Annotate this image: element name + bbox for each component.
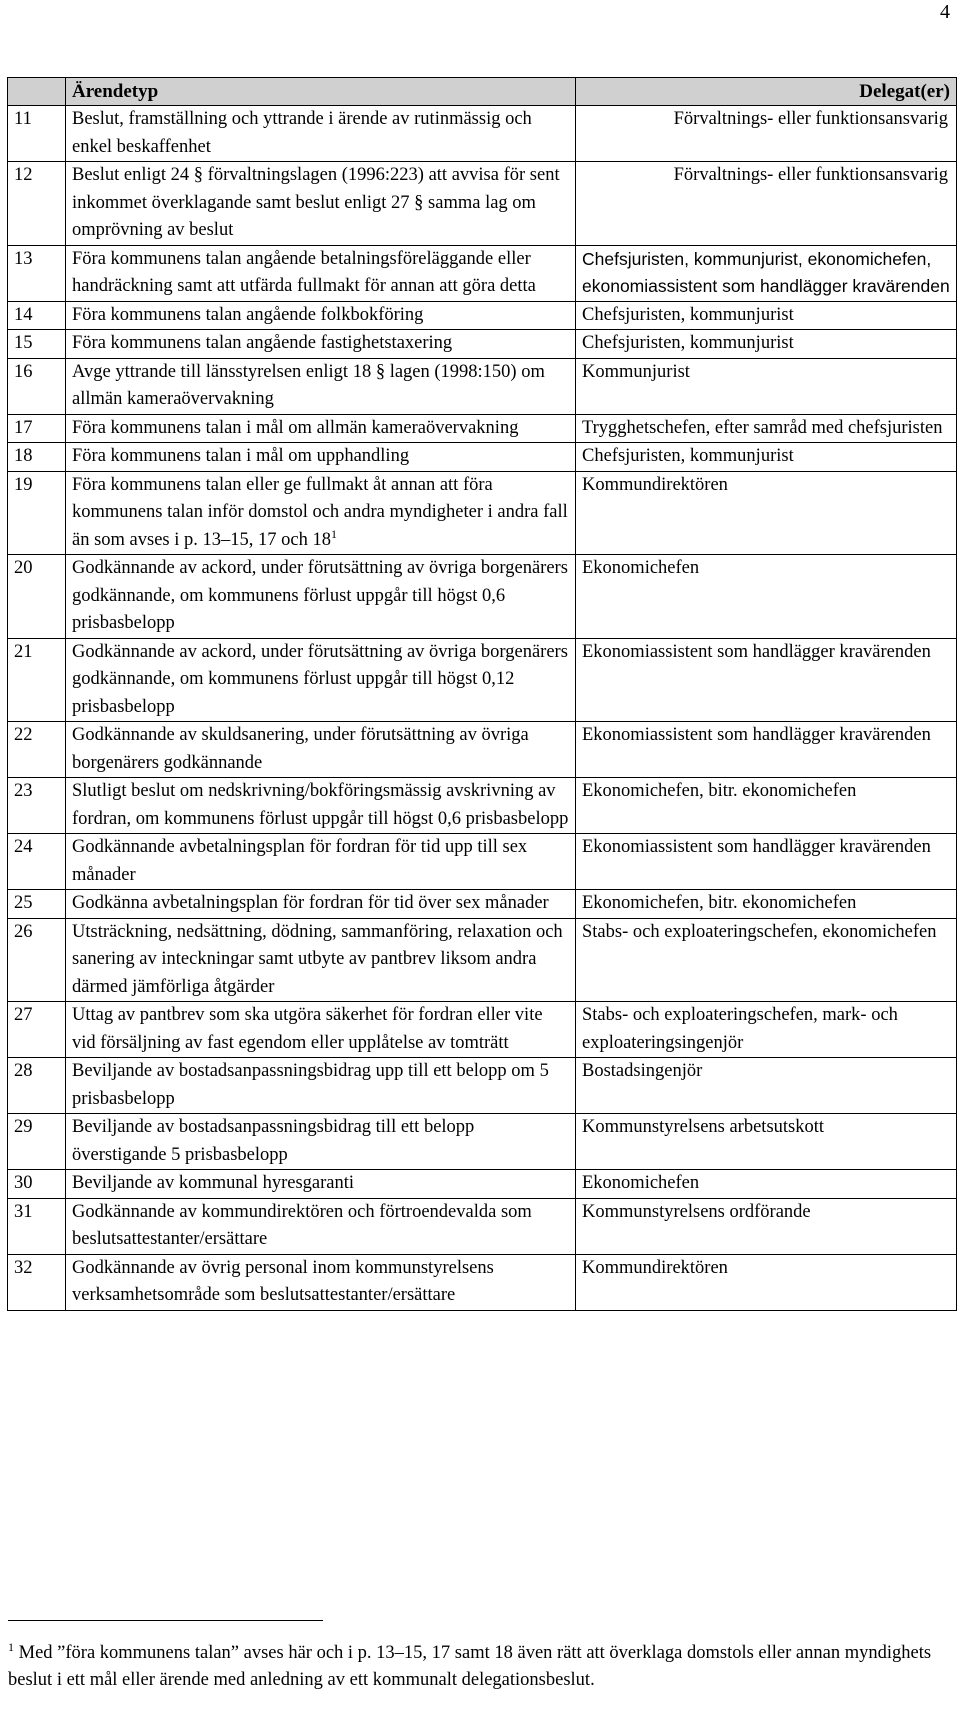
table-row xyxy=(8,330,957,359)
row-number: 22 xyxy=(8,722,66,778)
page-number: 4 xyxy=(940,1,950,23)
header-number xyxy=(8,78,66,106)
table-row xyxy=(8,638,957,722)
table-row xyxy=(8,358,957,414)
table-row xyxy=(8,1198,957,1254)
header-delegater: Delegat(er) xyxy=(576,78,957,106)
row-type: Föra kommunens talan angående folkbokföring xyxy=(66,301,576,330)
row-type: Godkännande av ackord, under förutsättning av övriga borgenärers godkännande, om kommunens förlust uppgår till högst 0,12 prisbasbelopp xyxy=(66,638,576,722)
footnote-divider xyxy=(8,1620,323,1621)
header-arendetyp: Ärendetyp xyxy=(66,78,576,106)
row-number: 15 xyxy=(8,330,66,359)
footnote xyxy=(8,1640,948,1693)
table-row xyxy=(8,106,957,162)
table-row xyxy=(8,1058,957,1114)
row-delegate: Chefsjuristen, kommunjurist xyxy=(576,443,957,472)
row-type: Beviljande av bostadsanpassningsbidrag upp till ett belopp om 5 prisbasbelopp xyxy=(66,1058,576,1114)
row-delegate: Ekonomiassistent som handlägger kravärenden xyxy=(576,834,957,890)
row-delegate: Kommundirektören xyxy=(576,1254,957,1310)
row-type: Godkännande avbetalningsplan för fordran för tid upp till sex månader xyxy=(66,834,576,890)
row-number: 11 xyxy=(8,106,66,162)
row-type: Godkännande av skuldsanering, under förutsättning av övriga borgenärers godkännande xyxy=(66,722,576,778)
row-delegate: Chefsjuristen, kommunjurist, ekonomichefen, ekonomiassistent som handlägger kravärenden xyxy=(576,245,957,301)
row-type: Föra kommunens talan i mål om allmän kameraövervakning xyxy=(66,414,576,443)
table-row xyxy=(8,162,957,246)
row-number: 23 xyxy=(8,778,66,834)
row-number: 30 xyxy=(8,1170,66,1199)
table-row xyxy=(8,471,957,555)
row-number: 25 xyxy=(8,890,66,919)
row-delegate: Ekonomiassistent som handlägger kravärenden xyxy=(576,638,957,722)
row-delegate: Ekonomichefen xyxy=(576,555,957,639)
row-number: 14 xyxy=(8,301,66,330)
table-row xyxy=(8,1002,957,1058)
table-row xyxy=(8,555,957,639)
row-delegate: Förvaltnings- eller funktionsansvarig xyxy=(576,162,957,246)
row-type: Föra kommunens talan i mål om upphandling xyxy=(66,443,576,472)
row-number: 13 xyxy=(8,245,66,301)
row-delegate: Bostadsingenjör xyxy=(576,1058,957,1114)
row-delegate: Ekonomichefen, bitr. ekonomichefen xyxy=(576,890,957,919)
row-delegate: Ekonomiassistent som handlägger kravärenden xyxy=(576,722,957,778)
row-number: 31 xyxy=(8,1198,66,1254)
row-number: 12 xyxy=(8,162,66,246)
row-delegate: Kommunjurist xyxy=(576,358,957,414)
row-number: 20 xyxy=(8,555,66,639)
row-type: Beslut enligt 24 § förvaltningslagen (1996:223) att avvisa för sent inkommet överklagande samt beslut enligt 27 § samma lag om omprövning av beslut xyxy=(66,162,576,246)
row-number: 29 xyxy=(8,1114,66,1170)
table-row xyxy=(8,1114,957,1170)
table-row xyxy=(8,1170,957,1199)
row-type: Godkännande av ackord, under förutsättning av övriga borgenärers godkännande, om kommunens förlust uppgår till högst 0,6 prisbasbelopp xyxy=(66,555,576,639)
row-delegate: Stabs- och exploateringschefen, ekonomichefen xyxy=(576,918,957,1002)
row-delegate: Chefsjuristen, kommunjurist xyxy=(576,301,957,330)
row-type: Avge yttrande till länsstyrelsen enligt 18 § lagen (1998:150) om allmän kameraövervakning xyxy=(66,358,576,414)
row-type: Godkänna avbetalningsplan för fordran för tid över sex månader xyxy=(66,890,576,919)
footnote-text: Med ”föra kommunens talan” avses här och i p. 13–15, 17 samt 18 även rätt att överklaga domstols eller annan myndighets beslut i ett mål eller ärende med anledning av ett kommunalt delegationsbeslut. xyxy=(8,1643,932,1690)
table-row xyxy=(8,1254,957,1310)
row-number: 18 xyxy=(8,443,66,472)
row-type xyxy=(66,471,576,555)
table-header-row xyxy=(8,78,957,106)
row-type: Beslut, framställning och yttrande i ärende av rutinmässig och enkel beskaffenhet xyxy=(66,106,576,162)
table-row xyxy=(8,890,957,919)
row-type: Föra kommunens talan angående fastighetstaxering xyxy=(66,330,576,359)
row-number: 28 xyxy=(8,1058,66,1114)
row-number: 16 xyxy=(8,358,66,414)
row-number: 32 xyxy=(8,1254,66,1310)
row-type: Godkännande av kommundirektören och förtroendevalda som beslutsattestanter/ersättare xyxy=(66,1198,576,1254)
row-delegate: Trygghetschefen, efter samråd med chefsjuristen xyxy=(576,414,957,443)
footnote-marker: 1 xyxy=(8,1639,14,1654)
row-delegate: Ekonomichefen, bitr. ekonomichefen xyxy=(576,778,957,834)
row-delegate: Förvaltnings- eller funktionsansvarig xyxy=(576,106,957,162)
table-row xyxy=(8,918,957,1002)
row-number: 17 xyxy=(8,414,66,443)
table-row xyxy=(8,443,957,472)
row-delegate: Kommundirektören xyxy=(576,471,957,555)
delegation-table xyxy=(7,77,957,1311)
row-type: Uttag av pantbrev som ska utgöra säkerhet för fordran eller vite vid försäljning av fast egendom eller upplåtelse av tomträtt xyxy=(66,1002,576,1058)
row-delegate: Stabs- och exploateringschefen, mark- och exploateringsingenjör xyxy=(576,1002,957,1058)
row-number: 26 xyxy=(8,918,66,1002)
table-row xyxy=(8,414,957,443)
row-type: Slutligt beslut om nedskrivning/bokföringsmässig avskrivning av fordran, om kommunens förlust uppgår till högst 0,6 prisbasbelopp xyxy=(66,778,576,834)
row-type-text: Föra kommunens talan eller ge fullmakt åt annan att föra kommunens talan inför domstol och andra myndigheter i andra fall än som avses i p. 13–15, 17 och 18 xyxy=(72,474,568,550)
row-delegate: Ekonomichefen xyxy=(576,1170,957,1199)
row-type: Beviljande av kommunal hyresgaranti xyxy=(66,1170,576,1199)
row-number: 27 xyxy=(8,1002,66,1058)
table-row xyxy=(8,722,957,778)
table-row xyxy=(8,301,957,330)
footnote-reference: 1 xyxy=(330,526,337,541)
row-type: Beviljande av bostadsanpassningsbidrag till ett belopp överstigande 5 prisbasbelopp xyxy=(66,1114,576,1170)
row-number: 24 xyxy=(8,834,66,890)
table-row xyxy=(8,245,957,301)
table-row xyxy=(8,834,957,890)
table-row xyxy=(8,778,957,834)
row-number: 19 xyxy=(8,471,66,555)
row-delegate: Chefsjuristen, kommunjurist xyxy=(576,330,957,359)
row-number: 21 xyxy=(8,638,66,722)
row-type: Föra kommunens talan angående betalningsföreläggande eller handräckning samt att utfärda fullmakt för annan att göra detta xyxy=(66,245,576,301)
row-delegate: Kommunstyrelsens ordförande xyxy=(576,1198,957,1254)
row-delegate: Kommunstyrelsens arbetsutskott xyxy=(576,1114,957,1170)
row-type: Godkännande av övrig personal inom kommunstyrelsens verksamhetsområde som beslutsattestanter/ersättare xyxy=(66,1254,576,1310)
row-type: Utsträckning, nedsättning, dödning, sammanföring, relaxation och sanering av inteckningar samt utbyte av pantbrev liksom andra därmed jämförliga åtgärder xyxy=(66,918,576,1002)
